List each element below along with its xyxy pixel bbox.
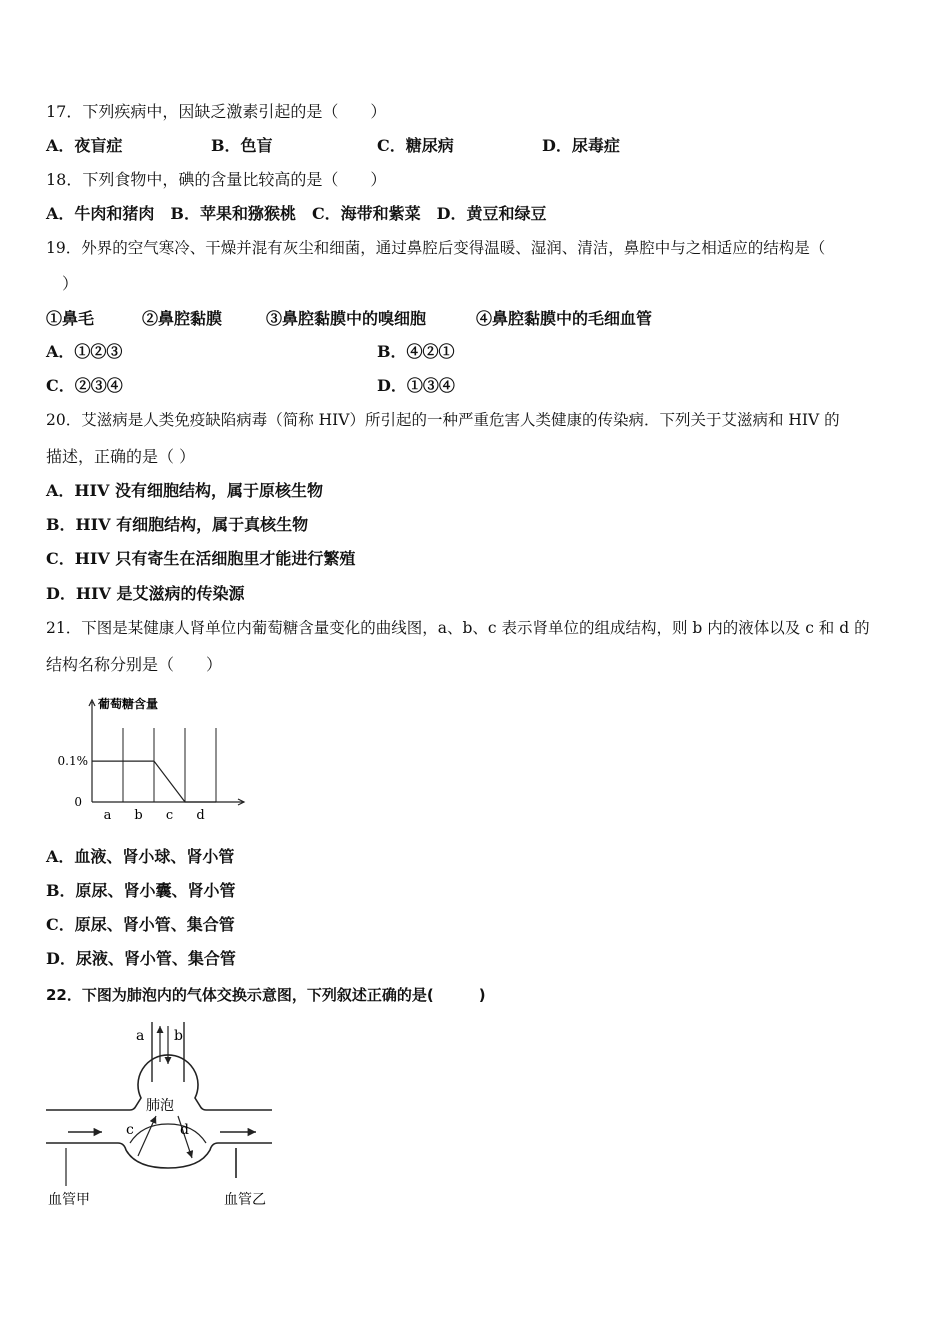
q19-option-a[interactable]: A．①②③ [46,342,123,361]
y-tick-label: 0 [74,795,82,809]
q17-option-b[interactable]: B．色盲 [211,136,273,155]
q21-stem-line2: 结构名称分别是（ ） [46,655,223,674]
label-b: b [174,1028,183,1044]
q21-option-c[interactable]: C．原尿、肾小管、集合管 [46,915,235,934]
q19-options-row1 [46,342,926,362]
q19-item-4: ④鼻腔黏膜中的毛细血管 [476,309,653,328]
alveolus-label: 肺泡 [146,1098,174,1114]
q20-option-d[interactable]: D．HIV 是艾滋病的传染源 [46,584,245,603]
x-tick-label: c [165,808,174,823]
label-c: c [126,1122,134,1138]
q17-option-d[interactable]: D．尿毒症 [542,136,620,155]
q19-items [46,309,926,329]
y-tick-label: 0.1% [57,754,88,769]
alveolus-diagram [44,1018,276,1216]
q19-item-1: ①鼻毛 [46,309,95,328]
q20-option-b[interactable]: B．HIV 有细胞结构，属于真核生物 [46,515,309,534]
glucose-chart [50,690,260,830]
x-tick-label: a [103,808,112,823]
q18-options[interactable]: A．牛肉和猪肉 B．苹果和猕猴桃 C．海带和紫菜 D．黄豆和绿豆 [46,204,547,223]
q17-option-a[interactable]: A．夜盲症 [46,136,123,155]
label-d: d [180,1122,189,1138]
q21-option-a[interactable]: A．血液、肾小球、肾小管 [46,847,235,866]
q19-option-c[interactable]: C．②③④ [46,376,123,395]
q19-options-row2 [46,376,926,396]
q21-stem-line1: 21．下图是某健康人肾单位内葡萄糖含量变化的曲线图，a、b、c 表示肾单位的组成结构，则 b 内的液体以及 c 和 d 的 [46,619,870,637]
x-tick-label: b [134,808,143,823]
q19-option-d[interactable]: D．①③④ [377,376,455,395]
q19-option-b[interactable]: B．④②① [377,342,455,361]
q17-option-c[interactable]: C．糖尿病 [377,136,454,155]
x-tick-label: d [196,808,205,823]
label-a: a [136,1028,145,1044]
q20-option-a[interactable]: A．HIV 没有细胞结构，属于原核生物 [46,481,324,500]
q21-option-b[interactable]: B．原尿、肾小囊、肾小管 [46,881,236,900]
q20-stem-line1: 20．艾滋病是人类免疫缺陷病毒（简称 HIV）所引起的一种严重危害人类健康的传染病．下列关于艾滋病和 HIV 的 [46,411,840,429]
q19-stem-line2: ） [46,274,79,293]
q22-stem: 22．下图为肺泡内的气体交换示意图，下列叙述正确的是( ) [46,986,486,1004]
vessel-left-label: 血管甲 [48,1192,90,1208]
vessel-right-label: 血管乙 [224,1192,266,1208]
q18-stem: 18．下列食物中，碘的含量比较高的是（ ） [46,170,387,189]
q19-item-2: ②鼻腔黏膜 [142,309,223,328]
q21-option-d[interactable]: D．尿液、肾小管、集合管 [46,949,236,968]
q17-stem: 17．下列疾病中，因缺乏激素引起的是（ ） [46,102,387,121]
q19-item-3: ③鼻腔黏膜中的嗅细胞 [266,309,427,328]
q19-stem-line1: 19．外界的空气寒冷、干燥并混有灰尘和细菌，通过鼻腔后变得温暖、湿润、清洁，鼻腔中与之相适应的结构是（ [46,239,826,257]
q20-option-c[interactable]: C．HIV 只有寄生在活细胞里才能进行繁殖 [46,549,356,568]
q20-stem-line2: 描述，正确的是（ ） [46,447,196,466]
q17-options [46,136,926,156]
y-axis-label: 葡萄糖含量 [98,697,159,711]
vessel-lower-wall [46,1143,272,1168]
